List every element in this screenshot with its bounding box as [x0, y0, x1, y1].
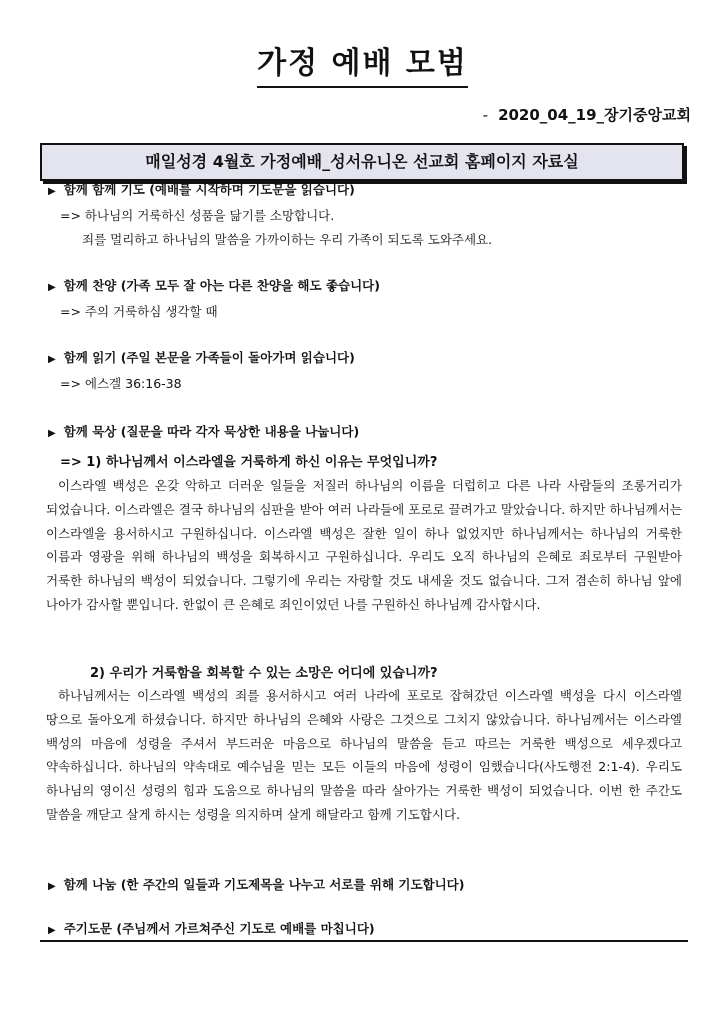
- meditation-answer-2: 하나님께서는 이스라엘 백성의 죄를 용서하시고 여러 나라에 포로로 잡혀갔던 이스라엘 백성을 다시 이스라엘 땅으로 돌아오게 하셨습니다. 하지만 하나님의 은혜와 사랑은 그것으로 그치지 않았습니다. 하나님께서는 이스라엘 백성의 마음에 성령을 주셔서 부드러운 마음으로 하나님의 말씀을 듣고 따르는 거룩한 백성으로 세우겠다고 약속하십니다. 하나님의 약속대로 예수님을 믿는 모든 이들의 마음에 성령이 임했습니다(사도행전 2:1-4). 우리도 하나님의 영이신 성령의 힘과 도움으로 하나님의 말씀을 따라 살아가는 거룩한 백성이 되었습니다. 이번 한 주간도 말씀을 깨닫고 살게 하시는 성령을 의지하며 살게 해달라고 함께 기도합시다.: [46, 688, 682, 822]
- source-banner-text: 매일성경 4월호 가정예배_성서유니온 선교회 홈페이지 자료실: [145, 152, 579, 171]
- meditation-question-1: => 1) 하나님께서 이스라엘을 거룩하게 하신 이유는 무엇입니까?: [60, 455, 438, 470]
- meditation-answer-1: 이스라엘 백성은 온갖 악하고 더러운 일들을 저질러 하나님의 이름을 더럽히고 다른 나라 사람들의 조롱거리가 되었습니다. 이스라엘은 결국 하나님의 심판을 받아 여러 나라들에 포로로 끌려가고 말았습니다. 하지만 하나님께서는 이스라엘을 용서하시고 구원하십니다. 이스라엘 백성은 잘한 일이 하나 없었지만 하나님께서는 하나님의 거룩한 이름과 영광을 위해 하나님의 백성을 회복하시고 구원하십니다. 우리도 오직 하나님의 은혜로 죄로부터 구원받아 거룩한 하나님의 백성이 되었습니다. 그렇기에 우리는 자랑할 것도 내세울 것도 없습니다. 그저 겸손히 하나님 앞에 나아가 감사할 뿐입니다. 한없이 큰 은혜로 죄인이었던 나를 구원하신 하나님께 감사합시다.: [46, 478, 682, 612]
- bottom-divider: [40, 940, 688, 942]
- section-heading-prayer-text: 함께 함께 기도 (예배를 시작하며 기도문을 읽습니다): [63, 182, 355, 197]
- section-heading-praise: [48, 277, 380, 297]
- section-heading-prayer: [48, 181, 355, 201]
- document-title-text: 가정 예배 모범: [257, 44, 468, 88]
- date-line-dash: -: [482, 106, 489, 124]
- date-line: [483, 104, 691, 125]
- section-heading-meditation-text: 함께 묵상 (질문을 따라 각자 묵상한 내용을 나눕니다): [63, 424, 360, 439]
- document-title: [0, 44, 725, 88]
- triangle-bullet-icon: ▶: [48, 925, 56, 936]
- section-heading-sharing-text: 함께 나눔 (한 주간의 일들과 기도제목을 나누고 서로를 위해 기도합니다): [63, 877, 465, 892]
- prayer-line-1: => 하나님의 거룩하신 성품을 닮기를 소망합니다.: [60, 208, 335, 223]
- triangle-bullet-icon: ▶: [48, 186, 56, 197]
- section-heading-lords-prayer: [48, 920, 375, 940]
- praise-line-1: => 주의 거룩하심 생각할 때: [60, 304, 218, 319]
- section-heading-meditation: [48, 423, 359, 443]
- triangle-bullet-icon: ▶: [48, 428, 56, 439]
- meditation-question-2: 2) 우리가 거룩함을 회복할 수 있는 소망은 어디에 있습니까?: [90, 666, 438, 681]
- reading-line-1: => 에스겔 36:16-38: [60, 376, 182, 391]
- triangle-bullet-icon: ▶: [48, 881, 56, 892]
- section-heading-praise-text: 함께 찬양 (가족 모두 잘 아는 다른 찬양을 해도 좋습니다): [63, 278, 380, 293]
- section-heading-lords-prayer-text: 주기도문 (주님께서 가르쳐주신 기도로 예배를 마칩니다): [63, 921, 375, 936]
- triangle-bullet-icon: ▶: [48, 354, 56, 365]
- triangle-bullet-icon: ▶: [48, 282, 56, 293]
- section-heading-reading: [48, 349, 355, 369]
- source-banner: [40, 143, 684, 181]
- section-heading-reading-text: 함께 읽기 (주일 본문을 가족들이 돌아가며 읽습니다): [63, 350, 355, 365]
- prayer-line-2: 죄를 멀리하고 하나님의 말씀을 가까이하는 우리 가족이 되도록 도와주세요.: [82, 232, 493, 247]
- date-line-text: 2020_04_19_장기중앙교회: [498, 106, 691, 124]
- section-heading-sharing: [48, 876, 464, 896]
